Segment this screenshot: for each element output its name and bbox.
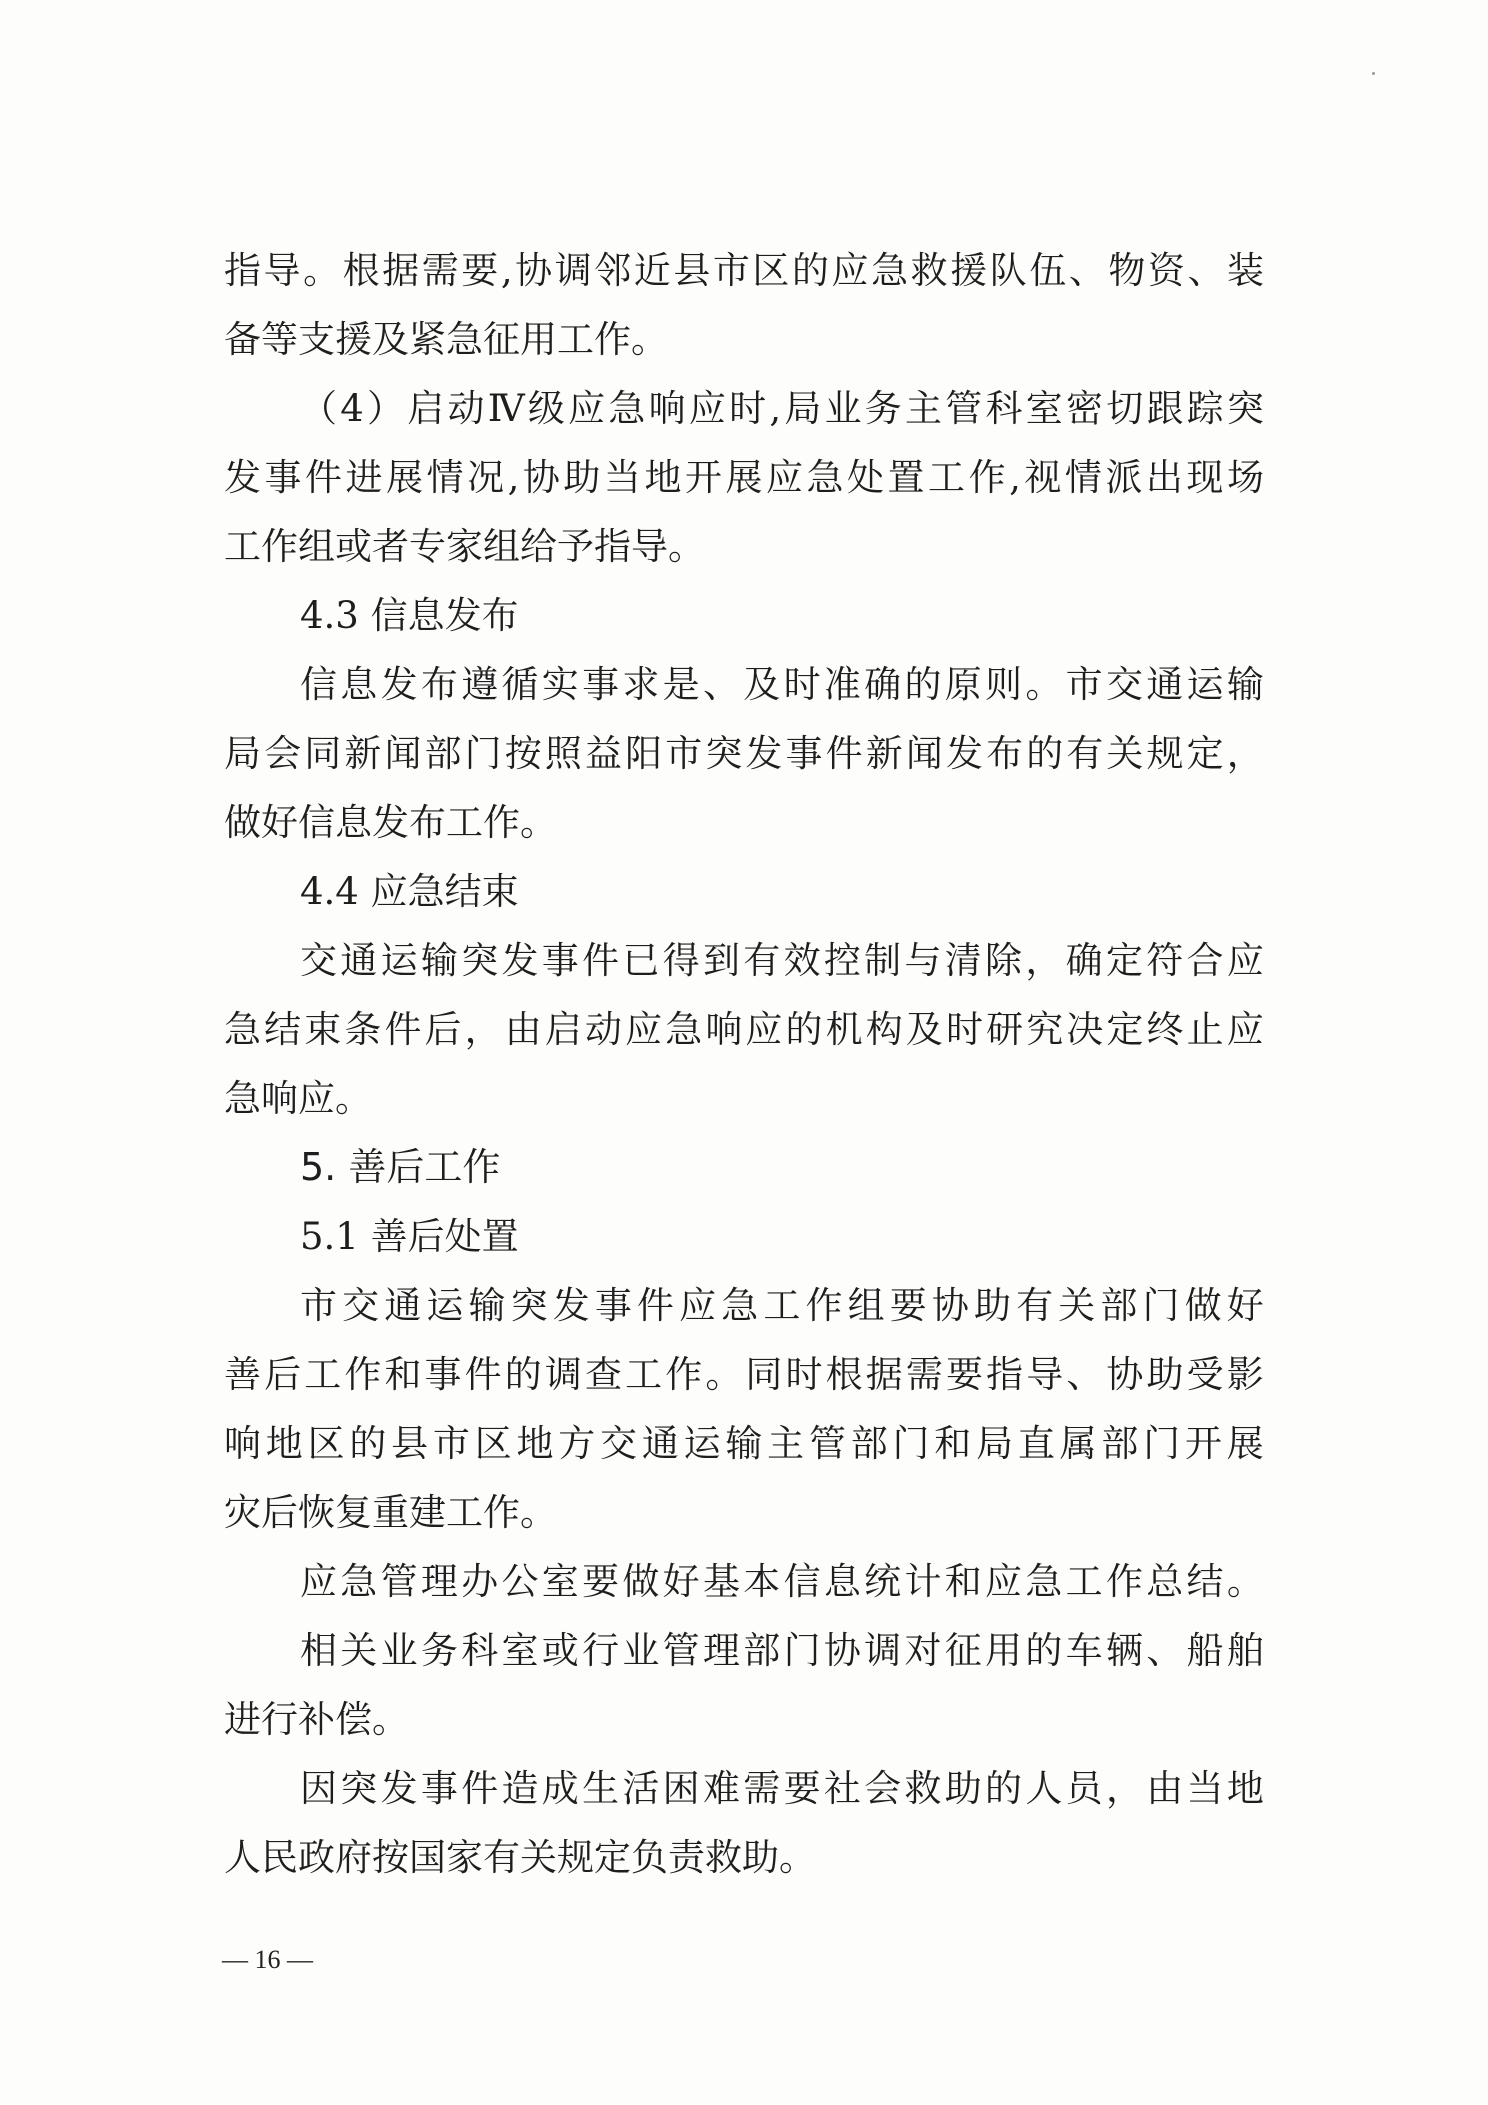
body-line: 善 后 工 作 和 事 件 的 调 查 工 作 。 同 时 根 据 需 要 指 导 、 协 助 受 影 [224, 1353, 1264, 1396]
body-line: 灾后恢复重建工作。 [224, 1491, 557, 1534]
page-number: — 16 — [222, 1945, 313, 1974]
body-line: 因 突 发 事 件 造 成 生 活 困 难 需 要 社 会 救 助 的 人 员 ， 由 当 地 [300, 1767, 1264, 1810]
document-body [224, 236, 1264, 1892]
scan-dot [1372, 72, 1375, 75]
body-line: 指 导 。 根 据 需 要 , 协 调 邻 近 县 市 区 的 应 急 救 援 队 伍 、 物 资 、 装 [224, 249, 1264, 292]
body-line: 备等支援及紧急征用工作。 [224, 318, 668, 361]
body-line: 相 关 业 务 科 室 或 行 业 管 理 部 门 协 调 对 征 用 的 车 辆 、 船 舶 [300, 1629, 1264, 1672]
section-heading: 4.4 应急结束 [300, 870, 519, 913]
body-line: 发 事 件 进 展 情 况 , 协 助 当 地 开 展 应 急 处 置 工 作 , 视 情 派 出 现 场 [224, 456, 1264, 499]
body-line: 做好信息发布工作。 [224, 801, 557, 844]
body-line: 急响应。 [224, 1077, 372, 1120]
chapter-heading: 5. 善后工作 [300, 1145, 501, 1189]
body-line: 应 急 管 理 办 公 室 要 做 好 基 本 信 息 统 计 和 应 急 工 作 总 结 。 [300, 1560, 1264, 1603]
body-line: 响 地 区 的 县 市 区 地 方 交 通 运 输 主 管 部 门 和 局 直 属 部 门 开 展 [224, 1422, 1264, 1465]
body-line: 市 交 通 运 输 突 发 事 件 应 急 工 作 组 要 协 助 有 关 部 门 做 好 [300, 1284, 1264, 1327]
body-line: 工作组或者专家组给予指导。 [224, 525, 705, 568]
body-line: 信 息 发 布 遵 循 实 事 求 是 、 及 时 准 确 的 原 则 。 市 交 通 运 输 [300, 663, 1264, 706]
body-line: （ 4 ） 启 动 Ⅳ 级 应 急 响 应 时 , 局 业 务 主 管 科 室 密 切 跟 踪 突 [300, 387, 1264, 430]
section-heading: 5.1 善后处置 [300, 1215, 519, 1258]
section-heading: 4.3 信息发布 [300, 594, 519, 637]
body-line: 人民政府按国家有关规定负责救助。 [224, 1836, 816, 1879]
body-line: 进行补偿。 [224, 1698, 409, 1741]
body-line: 局 会 同 新 闻 部 门 按 照 益 阳 市 突 发 事 件 新 闻 发 布 的 有 关 规 定 ， [224, 732, 1264, 775]
body-line: 急 结 束 条 件 后 ， 由 启 动 应 急 响 应 的 机 构 及 时 研 究 决 定 终 止 应 [224, 1008, 1264, 1051]
body-line: 交 通 运 输 突 发 事 件 已 得 到 有 效 控 制 与 清 除 ， 确 定 符 合 应 [300, 939, 1264, 982]
